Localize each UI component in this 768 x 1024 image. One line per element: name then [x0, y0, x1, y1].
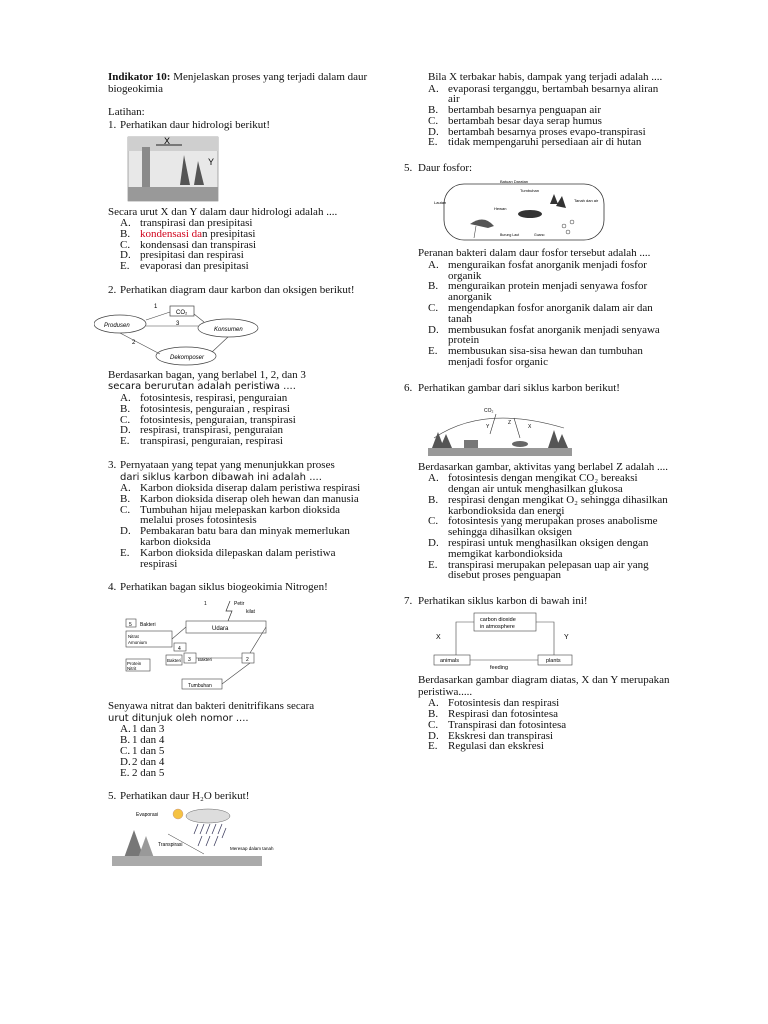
question-number: 1. [108, 118, 117, 131]
option-list [428, 260, 672, 368]
option-letter: D. [428, 323, 439, 336]
top-label: Batuan Daratan [500, 179, 529, 185]
option-letter: D. [428, 537, 439, 550]
option-letter: B. [428, 280, 439, 293]
option-text: fotosintesis, penguraian , respirasi [140, 402, 290, 415]
question-prompt: Berdasarkan gambar, aktivitas yang berlabel Z adalah .... [418, 460, 669, 473]
option-letter: A. [428, 697, 439, 710]
option-letter: C. [120, 503, 131, 516]
option-letter: B. [120, 734, 131, 747]
option-letter: E. [428, 136, 438, 149]
option-b[interactable] [120, 229, 370, 240]
latihan-heading: Latihan: [108, 106, 145, 118]
option-text: bertambah besar daya serap humus [448, 114, 602, 127]
option-text: Transpirasi dan fotosintesa [448, 718, 567, 731]
option-c[interactable] [120, 505, 370, 527]
bakteri-label-2: Bakteri [167, 658, 182, 664]
option-e[interactable] [428, 560, 672, 582]
petir-label: Petir [234, 601, 245, 608]
option-text: transpirasi, penguraian, respirasi [140, 435, 283, 448]
highlighted-text: kondensasi da [140, 227, 203, 240]
evaporasi-label: Evaporasi [136, 812, 159, 819]
option-letter: B. [120, 492, 131, 505]
option-letter: D. [428, 125, 439, 138]
option-letter: C. [120, 744, 131, 757]
question-number: 6. [404, 381, 413, 394]
option-letter: C. [428, 718, 439, 731]
option-e[interactable] [428, 346, 672, 368]
option-text: menguraikan fosfat anorganik menjadi fosfor organik [448, 258, 647, 282]
option-letter: B. [120, 402, 131, 415]
lautan-label: Lautan [434, 200, 447, 206]
option-text: Pembakaran batu bara dan minyak memerlukan karbon dioksida [140, 525, 350, 548]
option-c[interactable] [428, 720, 672, 731]
option-letter: C. [428, 114, 439, 127]
indicator-label: Indikator 10: [108, 71, 171, 83]
option-a[interactable] [428, 473, 672, 495]
option-text: Ekskresi dan transpirasi [448, 729, 554, 742]
option-text: 1 dan 3 [132, 723, 165, 736]
option-letter: C. [120, 413, 131, 426]
option-text: mengendapkan fosfor anorganik dalam air dan tanah [448, 301, 653, 325]
x-label: X [528, 423, 532, 430]
option-letter: B. [428, 493, 439, 506]
option-text: respirasi untuk menghasilkan oksigen dengan memgikat karbondioksida [448, 537, 649, 560]
carbon-oxygen-figure [94, 300, 370, 366]
y-label: Y [486, 423, 490, 430]
option-text: bertambah besarnya penguapan air [448, 104, 602, 117]
option-letter: A. [428, 82, 439, 95]
option-d[interactable] [428, 325, 672, 347]
option-text: fotosintesis, respirasi, penguraian [140, 391, 288, 404]
question-text: Perhatikan bagan siklus biogeokimia Nitrogen! [120, 581, 328, 594]
water-cycle-figure [108, 806, 370, 868]
option-text: Fotosintesis dan respirasi [448, 697, 560, 710]
option-letter: D. [428, 729, 439, 742]
option-list [120, 218, 370, 272]
option-d[interactable] [120, 757, 370, 768]
nitrogen-figure [122, 597, 370, 697]
option-letter: C. [428, 515, 439, 528]
option-text: fotosintesis, penguraian, transpirasi [140, 413, 296, 426]
option-letter: A. [428, 472, 439, 485]
question-2 [104, 283, 370, 448]
option-letter: B. [120, 227, 131, 240]
option-e[interactable] [120, 261, 370, 272]
produsen-label: Produsen [104, 322, 130, 329]
question-text: Perhatikan diagram daur karbon dan oksigen berikut! [120, 283, 355, 296]
option-letter: A. [120, 217, 131, 229]
z-label: Z [508, 419, 512, 426]
option-text: Tumbuhan hijau melepaskan karbon dioksida melalui proses fotosintesis [140, 503, 341, 527]
option-text: kondensasi dan transpirasi [140, 238, 257, 251]
option-letter: E. [120, 546, 130, 559]
option-letter: E. [120, 435, 130, 448]
option-text: tidak mempengaruhi persediaan air di hutan [448, 136, 642, 149]
question-number: 3. [108, 458, 117, 471]
option-text: Karbon dioksida dilepaskan dalam peristiwa respirasi [140, 546, 336, 570]
option-text: respirasi, transpirasi, penguraian [140, 424, 283, 437]
kilat-label: kilat [246, 609, 255, 616]
option-e[interactable] [428, 741, 672, 752]
indicator [108, 72, 370, 95]
question-5 [108, 790, 370, 868]
question-number: 5. [108, 790, 117, 803]
nitrat-label: Nitrat [128, 634, 139, 640]
label-5: 5 [129, 622, 132, 629]
tanah-label: Tanah dan air [574, 198, 599, 204]
question-prompt: Secara urut X dan Y dalam daur hidrologi adalah .... [108, 205, 338, 218]
feeding-label: feeding [490, 665, 509, 672]
protein-label: Protein [127, 661, 142, 667]
question-number: 2. [108, 283, 117, 296]
option-e[interactable] [428, 137, 672, 148]
question-text: Perhatikan siklus karbon di bawah ini! [418, 595, 588, 608]
option-list [428, 473, 672, 581]
option-letter: C. [120, 238, 131, 251]
option-e[interactable] [120, 548, 370, 570]
option-letter: E. [428, 740, 438, 753]
question-text: Perhatikan daur H₂O berikut! [120, 790, 250, 803]
question-prompt-cont: urut ditunjuk oleh nomor .... [108, 712, 249, 724]
meresap-label: Meresap dalam tanah [230, 846, 274, 852]
option-e[interactable] [120, 436, 370, 447]
option-list [120, 393, 370, 447]
option-letter: D. [120, 755, 131, 768]
option-letter: E. [120, 260, 130, 273]
option-c[interactable] [428, 516, 672, 538]
question-6 [404, 382, 672, 581]
option-letter: B. [428, 708, 439, 721]
option-c[interactable] [428, 303, 672, 325]
option-text: evaporasi dan presipitasi [140, 260, 249, 273]
option-list [120, 724, 370, 778]
guano-label: Guano [534, 233, 545, 238]
option-text-rest: n presipitasi [202, 227, 256, 240]
left-column [104, 71, 370, 872]
x-label: X [436, 634, 441, 642]
question-text-a: Pernyataan yang tepat yang menunjukkan proses [120, 458, 335, 471]
hewan-label: Hewan [494, 206, 507, 212]
option-letter: E. [120, 766, 130, 779]
carbon-dioxide-label: carbon dioxide [480, 617, 516, 624]
option-text: transpirasi dan presipitasi [140, 217, 253, 229]
co2-label: CO₂ [484, 407, 494, 414]
question-prompt: Berdasarkan bagan, yang berlabel 1, 2, dan 3 [108, 368, 306, 381]
hydrology-figure [120, 135, 230, 203]
label-3: 3 [188, 657, 191, 664]
option-list [428, 698, 672, 752]
option-letter: A. [120, 723, 131, 736]
question-3 [108, 459, 370, 569]
question-7 [404, 595, 672, 752]
question-text: Perhatikan daur hidrologi berikut! [120, 118, 270, 131]
option-text: Respirasi dan fotosintesa [448, 708, 558, 721]
right-column [404, 72, 672, 752]
option-text: 2 dan 4 [132, 755, 165, 768]
option-letter: A. [120, 391, 131, 404]
option-list [120, 483, 370, 569]
option-text: 2 dan 5 [132, 766, 165, 779]
amonium-label: Amonium [128, 640, 148, 646]
option-text: respirasi dengan mengikat O₂ sehingga dihasilkan karbondioksida dan energi [448, 493, 668, 517]
carbon-diagram-figure [428, 611, 672, 671]
udara-label: Udara [212, 626, 229, 633]
option-a[interactable] [428, 84, 672, 106]
label-1: 1 [204, 601, 207, 608]
indicator-text: Menjelaskan proses yang terjadi dalam daur biogeokimia [108, 71, 368, 95]
option-text: presipitasi dan respirasi [140, 249, 244, 262]
option-letter: D. [120, 424, 131, 437]
transpirasi-label: Transpirasi [158, 842, 183, 849]
label-1: 1 [154, 303, 158, 310]
option-text: transpirasi merupakan pelepasan uap air yang disebut proses penguapan [448, 558, 649, 582]
label-3: 3 [176, 320, 180, 327]
bakteri-label-3: Bakteri [198, 657, 213, 663]
tumbuhan-label: Tumbuhan [520, 188, 539, 194]
animals-label: animals [440, 658, 459, 665]
question-number: 7. [404, 595, 413, 608]
question-number: 5. [404, 162, 413, 175]
question-prompt: Peranan bakteri dalam daur fosfor tersebut adalah .... [418, 247, 651, 260]
option-letter: E. [428, 345, 438, 358]
option-b[interactable] [428, 495, 672, 517]
option-e[interactable] [120, 768, 370, 779]
question-prompt: Bila X terbakar habis, dampak yang terjadi adalah .... [428, 71, 663, 83]
option-letter: D. [120, 249, 131, 262]
option-d[interactable] [120, 526, 370, 548]
option-letter: D. [120, 525, 131, 538]
label-2: 2 [132, 339, 136, 346]
option-letter: C. [428, 301, 439, 314]
option-text: fotosintesis yang merupakan proses anabolisme sehingga dihasilkan oksigen [448, 515, 658, 539]
option-text: Karbon dioksida diserap oleh hewan dan manusia [140, 492, 359, 505]
dekomposer-label: Dekomposer [170, 354, 205, 361]
fig-x-label: X [164, 135, 171, 146]
question-4 [108, 581, 370, 778]
option-list [428, 84, 672, 149]
option-b[interactable] [120, 494, 370, 505]
question-prompt-cont: secara berurutan adalah peristiwa .... [108, 381, 296, 393]
question-1 [108, 119, 370, 272]
option-text: membusukan sisa-sisa hewan dan tumbuhan menjadi fosfor organic [448, 345, 643, 368]
question-text-b: dari siklus karbon dibawah ini adalah .... [120, 471, 322, 483]
label-2: 2 [246, 657, 249, 664]
nitrit-label: Nitrit [127, 666, 137, 672]
question-prompt: Senyawa nitrat dan bakteri denitrifikans secara [108, 700, 315, 713]
option-letter: E. [428, 558, 438, 571]
tumbuhan-label: Tumbuhan [188, 683, 212, 690]
option-b[interactable] [120, 404, 370, 415]
question-5-continued [428, 72, 672, 148]
question-number: 4. [108, 581, 117, 594]
plants-label: plants [546, 658, 561, 665]
question-text: Daur fosfor: [418, 162, 473, 175]
option-text: Karbon dioksida diserap dalam peristiwa respirasi [140, 481, 361, 494]
y-label: Y [564, 634, 569, 642]
option-text: evaporasi terganggu, bertambah besarnya aliran air [448, 82, 659, 106]
question-text: Perhatikan gambar dari siklus karbon berikut! [418, 381, 620, 394]
option-a[interactable] [428, 260, 672, 282]
question-prompt: Berdasarkan gambar diagram diatas, X dan Y merupakan peristiwa..... [418, 674, 670, 698]
option-d[interactable] [428, 538, 672, 560]
option-text [140, 229, 370, 240]
option-letter: A. [120, 481, 131, 494]
question-5b [404, 162, 672, 367]
option-text: membusukan fosfat anorganik menjadi senyawa protein [448, 323, 660, 347]
fig-y-label: Y [208, 156, 215, 167]
option-letter: A. [428, 258, 439, 271]
option-text: Regulasi dan ekskresi [448, 740, 544, 753]
option-text: fotosintesis dengan mengikat CO₂ bereaksi dengan air untuk menghasilkan glukosa [448, 472, 638, 496]
konsumen-label: Konsumen [214, 326, 243, 333]
phosphorus-figure [430, 178, 672, 244]
label-4: 4 [178, 646, 181, 653]
option-text: bertambah besarnya proses evapo-transpirasi [448, 125, 646, 138]
carbon-cycle-figure [424, 398, 672, 458]
question-text [120, 459, 370, 483]
co2-label: CO₂ [176, 309, 188, 316]
option-text: menguraikan protein menjadi senyawa fosfor anorganik [448, 280, 648, 304]
option-b[interactable] [428, 281, 672, 303]
in-atmosphere-label: in atmosphere [480, 624, 515, 631]
option-letter: B. [428, 104, 439, 117]
bakteri-label: Bakteri [140, 622, 156, 629]
option-text: 1 dan 4 [132, 734, 165, 747]
burung-label: Burung Laut [500, 233, 520, 238]
option-text: 1 dan 5 [132, 744, 165, 757]
